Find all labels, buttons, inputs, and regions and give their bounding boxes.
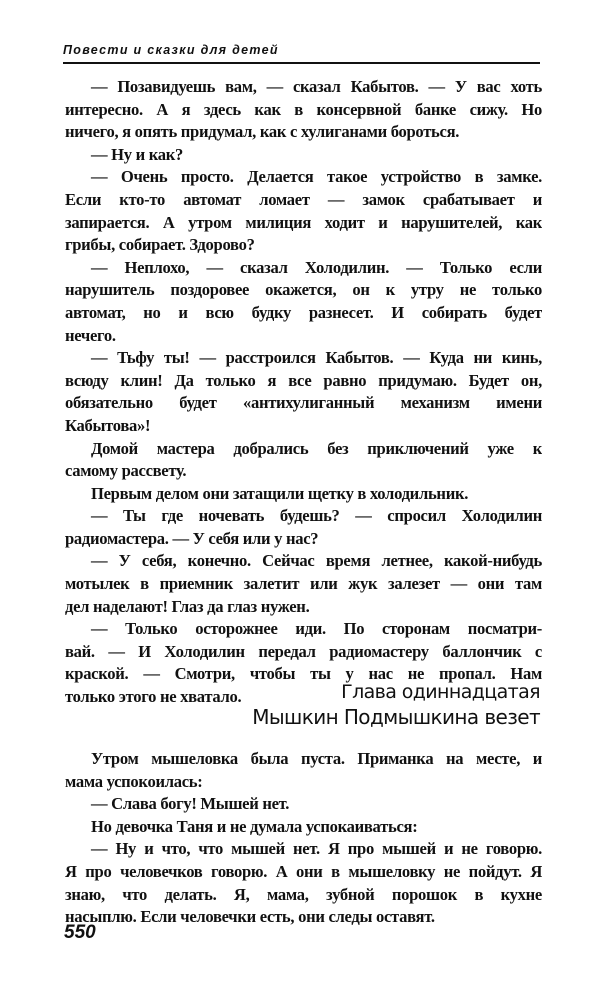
text-line: — Ну и как? xyxy=(91,144,183,164)
text-line: Но девочка Таня и не думала успокаиваться: xyxy=(91,816,418,836)
chapter-heading xyxy=(252,680,540,730)
text-line: краской. — Смотри, чтобы ты у нас не пропал. Нам xyxy=(65,664,542,684)
text-line: — Неплохо, — сказал Холодилин. — Только если xyxy=(91,257,542,277)
text-line: — Ну и что, что мышей нет. Я про мышей и не говорю. xyxy=(91,839,542,859)
text-line: мама успокоилась: xyxy=(65,771,203,791)
text-line: — Только осторожнее иди. По сторонам посматри- xyxy=(91,619,542,639)
text-line: Я про человечков говорю. А они в мышеловку не пойдут. Я xyxy=(65,861,542,881)
text-line: обязательно будет «антихулиганный механизм имени xyxy=(65,393,542,413)
chapter-number: Глава одиннадцатая xyxy=(341,681,540,703)
text-line: самому рассвету. xyxy=(65,461,187,481)
text-line: интересно. А я здесь как в консервной банке сижу. Но xyxy=(65,99,542,119)
text-block-2 xyxy=(65,748,542,929)
text-line: всюду клин! Да только я все равно придумаю. Будет он, xyxy=(65,370,542,390)
text-line: только этого не хватало. xyxy=(65,687,242,707)
text-line: Первым делом они затащили щетку в холодильник. xyxy=(91,483,469,503)
text-line: — Слава богу! Мышей нет. xyxy=(91,794,290,814)
text-line: грибы, собирает. Здорово? xyxy=(65,235,255,255)
text-line: мотылек в приемник залетит или жук залезет — они там xyxy=(65,574,542,594)
text-line: ничего, я опять придумал, как с хулиганами бороться. xyxy=(65,122,460,142)
text-line: Кабытова»! xyxy=(65,415,151,435)
text-line: дел наделают! Глаз да глаз нужен. xyxy=(65,596,310,616)
text-block-1 xyxy=(65,76,542,709)
text-line: нечего. xyxy=(65,325,116,345)
text-line: — Ты где ночевать будешь? — спросил Холодилин xyxy=(91,506,542,526)
running-head: Повести и сказки для детей xyxy=(63,43,279,57)
text-line: Если кто-то автомат ломает — замок срабатывает и xyxy=(65,189,542,209)
header-rule xyxy=(63,62,540,64)
text-line: нарушитель поздоровее окажется, он к утру не только xyxy=(65,280,542,300)
text-line: — Позавидуешь вам, — сказал Кабытов. — У вас хоть xyxy=(91,77,542,96)
text-line: Утром мышеловка была пуста. Приманка на месте, и xyxy=(91,749,542,768)
text-line: вай. — И Холодилин передал радиомастеру баллончик с xyxy=(65,641,542,661)
text-line: запирается. А утром милиция ходит и нарушителей, как xyxy=(65,212,542,232)
text-line: — Очень просто. Делается такое устройство в замке. xyxy=(91,167,542,187)
text-line: знаю, что делать. Я, мама, зубной порошок в кухне xyxy=(65,884,542,904)
text-line: — Тьфу ты! — расстроился Кабытов. — Куда ни кинь, xyxy=(91,348,542,368)
text-line: Домой мастера добрались без приключений уже к xyxy=(91,438,542,458)
text-line: радиомастера. — У себя или у нас? xyxy=(65,528,319,548)
text-line: автомат, но и всю будку разнесет. И собирать будет xyxy=(65,302,542,322)
chapter-title: Мышкин Подмышкина везет xyxy=(252,705,540,729)
text-line: — У себя, конечно. Сейчас время летнее, какой-нибудь xyxy=(91,551,542,571)
text-line: насыплю. Если человечки есть, они следы оставят. xyxy=(65,907,435,927)
page-number: 550 xyxy=(64,922,96,943)
